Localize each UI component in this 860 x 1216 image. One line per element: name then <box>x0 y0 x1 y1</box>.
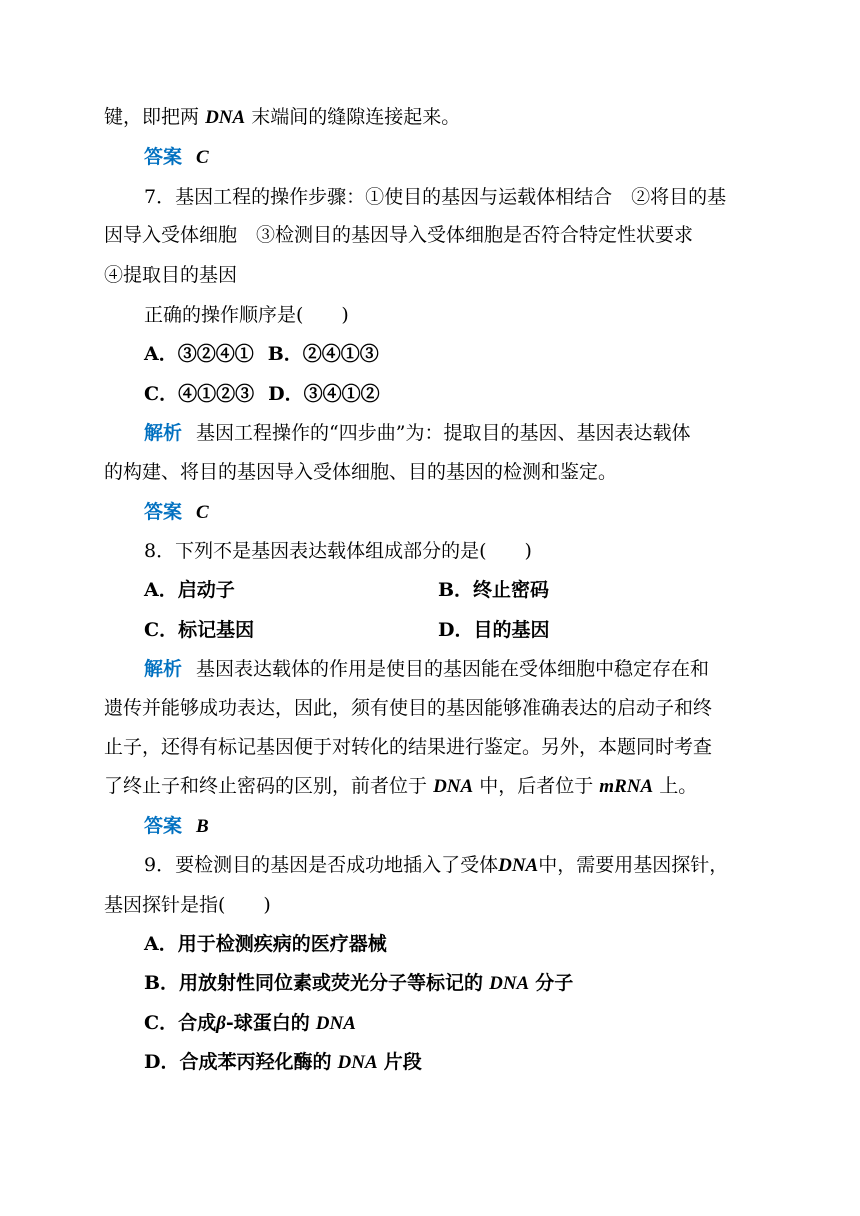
term-dna: DNA <box>489 973 530 994</box>
explanation-line <box>144 656 709 682</box>
term-dna: DNA <box>315 1013 356 1034</box>
question-9-line <box>144 852 728 878</box>
term-dna: DNA <box>433 776 474 797</box>
text: 末端间的缝隙连接起来。 <box>251 106 461 128</box>
options-row <box>144 341 379 367</box>
explanation-text: 基因表达载体的作用是使目的基因能在受体细胞中稳定存在和 <box>196 658 710 680</box>
option-a-row <box>144 931 387 957</box>
question-text: 8．下列不是基因表达载体组成部分的是( ) <box>144 540 532 562</box>
option-b: B．用放射性同位素或荧光分子等标记的 <box>144 972 484 994</box>
question-text: 基因探针是指( ) <box>104 894 271 916</box>
explanation-text: 的构建、将目的基因导入受体细胞、目的基因的检测和鉴定。 <box>104 461 618 483</box>
answer-line <box>144 813 209 839</box>
question-7-line <box>104 222 693 248</box>
option-c: C．标记基因 <box>144 619 255 641</box>
option-c: C．④①②③ <box>144 383 255 405</box>
question-text: 7．基因工程的操作步骤：①使目的基因与运载体相结合 ②将目的基 <box>144 186 727 208</box>
answer-value: B <box>196 816 209 837</box>
options-row-col2 <box>438 577 549 603</box>
explanation-text: 了终止子和终止密码的区别，前者位于 <box>104 775 428 797</box>
paragraph-line <box>104 104 460 130</box>
option-b-row <box>144 970 573 996</box>
explanation-line <box>144 420 690 446</box>
explanation-line <box>104 734 712 760</box>
question-text: 正确的操作顺序是( ) <box>144 304 349 326</box>
question-9-line <box>104 892 271 918</box>
option-b: B．终止密码 <box>438 579 550 601</box>
answer-label: 答案 <box>144 501 183 523</box>
option-a: A．启动子 <box>144 579 235 601</box>
option-b: 分子 <box>535 972 574 994</box>
explanation-line <box>104 459 617 485</box>
options-row <box>144 381 380 407</box>
question-text: 9．要检测目的基因是否成功地插入了受体 <box>144 854 499 876</box>
options-row <box>144 617 254 643</box>
option-d: 片段 <box>383 1051 422 1073</box>
term-dna: DNA <box>337 1052 378 1073</box>
option-b: B．②④①③ <box>267 343 379 365</box>
term-mrna: mRNA <box>599 776 654 797</box>
term-dna: DNA <box>205 107 246 128</box>
options-row <box>144 577 235 603</box>
option-c-row <box>144 1010 356 1036</box>
option-d: D．③④①② <box>268 383 380 405</box>
answer-value: C <box>196 502 209 523</box>
question-7-line <box>144 184 726 210</box>
option-d: D．合成苯丙羟化酶的 <box>144 1051 332 1073</box>
options-row-col2 <box>438 617 549 643</box>
question-text: 因导入受体细胞 ③检测目的基因导入受体细胞是否符合特定性状要求 <box>104 224 694 246</box>
answer-value: C <box>196 147 209 168</box>
explanation-label: 解析 <box>144 422 183 444</box>
question-8-stem <box>144 538 532 564</box>
answer-line <box>144 499 209 525</box>
explanation-text: 止子，还得有标记基因便于对转化的结果进行鉴定。另外，本题同时考查 <box>104 736 713 758</box>
question-7-line <box>104 262 237 288</box>
question-text: 中，需要用基因探针， <box>538 854 729 876</box>
explanation-text: 基因工程操作的“四步曲”为：提取目的基因、基因表达载体 <box>196 422 691 444</box>
option-d-row <box>144 1049 422 1075</box>
term-dna: DNA <box>498 855 539 876</box>
explanation-text: 遗传并能够成功表达，因此，须有使目的基因能够准确表达的启动子和终 <box>104 697 713 719</box>
explanation-line <box>104 695 712 721</box>
explanation-text: 中，后者位于 <box>479 775 594 797</box>
option-d: D．目的基因 <box>438 619 550 641</box>
answer-label: 答案 <box>144 146 183 168</box>
option-c: -球蛋白的 <box>225 1012 310 1034</box>
question-text: ④提取目的基因 <box>104 264 238 286</box>
explanation-line <box>104 773 697 799</box>
answer-label: 答案 <box>144 815 183 837</box>
text: 键，即把两 <box>104 106 200 128</box>
explanation-text: 上。 <box>659 775 698 797</box>
explanation-label: 解析 <box>144 658 183 680</box>
answer-line <box>144 144 209 170</box>
question-7-stem <box>144 302 349 328</box>
beta-symbol: β <box>216 1013 226 1034</box>
option-c: C．合成 <box>144 1012 217 1034</box>
option-a: A．③②④① <box>144 343 254 365</box>
option-a: A．用于检测疾病的医疗器械 <box>144 933 387 955</box>
